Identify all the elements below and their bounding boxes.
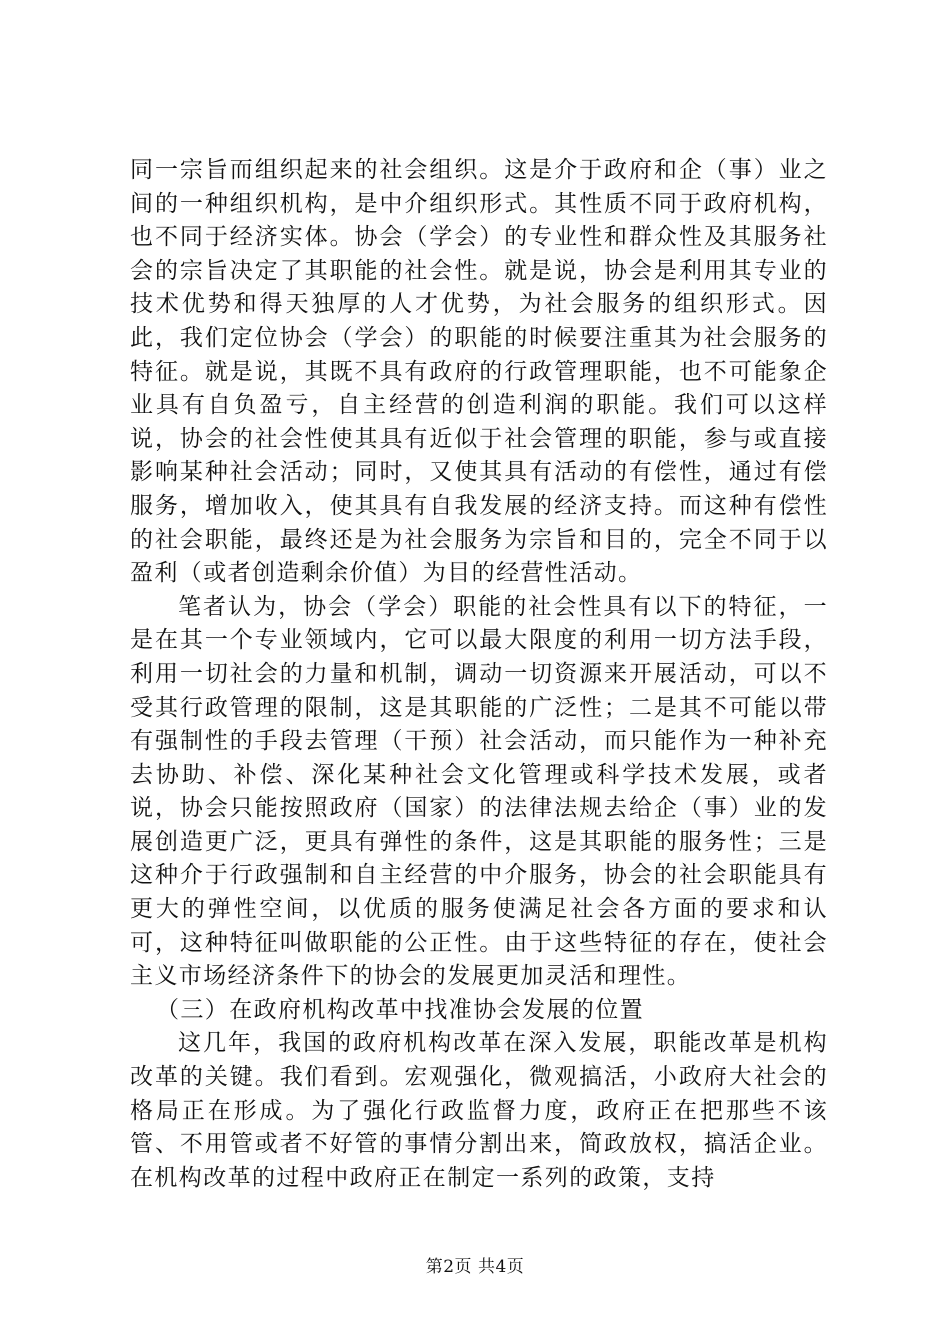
section-heading: （三）在政府机构改革中找准协会发展的位置 [156,996,644,1023]
document-body [130,154,828,1195]
page-footer: 第2页 共4页 [425,1257,525,1277]
paragraph-continuation: 同一宗旨而组织起来的社会组织。这是介于政府和企（事）业之间的一种组织机构，是中介组织形式。其性质不同于政府机构，也不同于经济实体。协会（学会）的专业性和群众性及其服务社会的宗旨决定了其职能的社会性。就是说，协会是利用其专业的技术优势和得天独厚的人才优势，为社会服务的组织形式。因此，我们定位协会（学会）的职能的时候要注重其为社会服务的特征。就是说，其既不具有政府的行政管理职能，也不可能象企业具有自负盈亏，自主经营的创造利润的职能。我们可以这样说，协会的社会性使其具有近似于社会管理的职能，参与或直接影响某种社会活动；同时，又使其具有活动的有偿性，通过有偿服务，增加收入，使其具有自我发展的经济支持。而这种有偿性的社会职能，最终还是为社会服务为宗旨和目的，完全不同于以盈利（或者创造剩余价值）为目的经营性活动。 [130,157,828,587]
paragraph-features: 笔者认为，协会（学会）职能的社会性具有以下的特征，一是在其一个专业领域内，它可以最大限度的利用一切方法手段，利用一切社会的力量和机制，调动一切资源来开展活动，可以不受其行政管理的限制，这是其职能的广泛性；二是其不可能以带有强制性的手段去管理（干预）社会活动，而只能作为一种补充去协助、补偿、深化某种社会文化管理或科学技术发展，或者说，协会只能按照政府（国家）的法律法规去给企（事）业的发展创造更广泛，更具有弹性的条件，这是其职能的服务性；三是这种介于行政强制和自主经营的中介服务，协会的社会职能具有更大的弹性空间，以优质的服务使满足社会各方面的要求和认可，这种特征叫做职能的公正性。由于这些特征的存在，使社会主义市场经济条件下的协会的发展更加灵活和理性。 [130,593,828,990]
paragraph-reform: 这几年，我国的政府机构改革在深入发展，职能改革是机构改革的关键。我们看到。宏观强化，微观搞活，小政府大社会的格局正在形成。为了强化行政监督力度，政府正在把那些不该管、不用管或者不好管的事情分割出来，简政放权，搞活企业。在机构改革的过程中政府正在制定一系列的政策，支持 [130,1030,828,1191]
